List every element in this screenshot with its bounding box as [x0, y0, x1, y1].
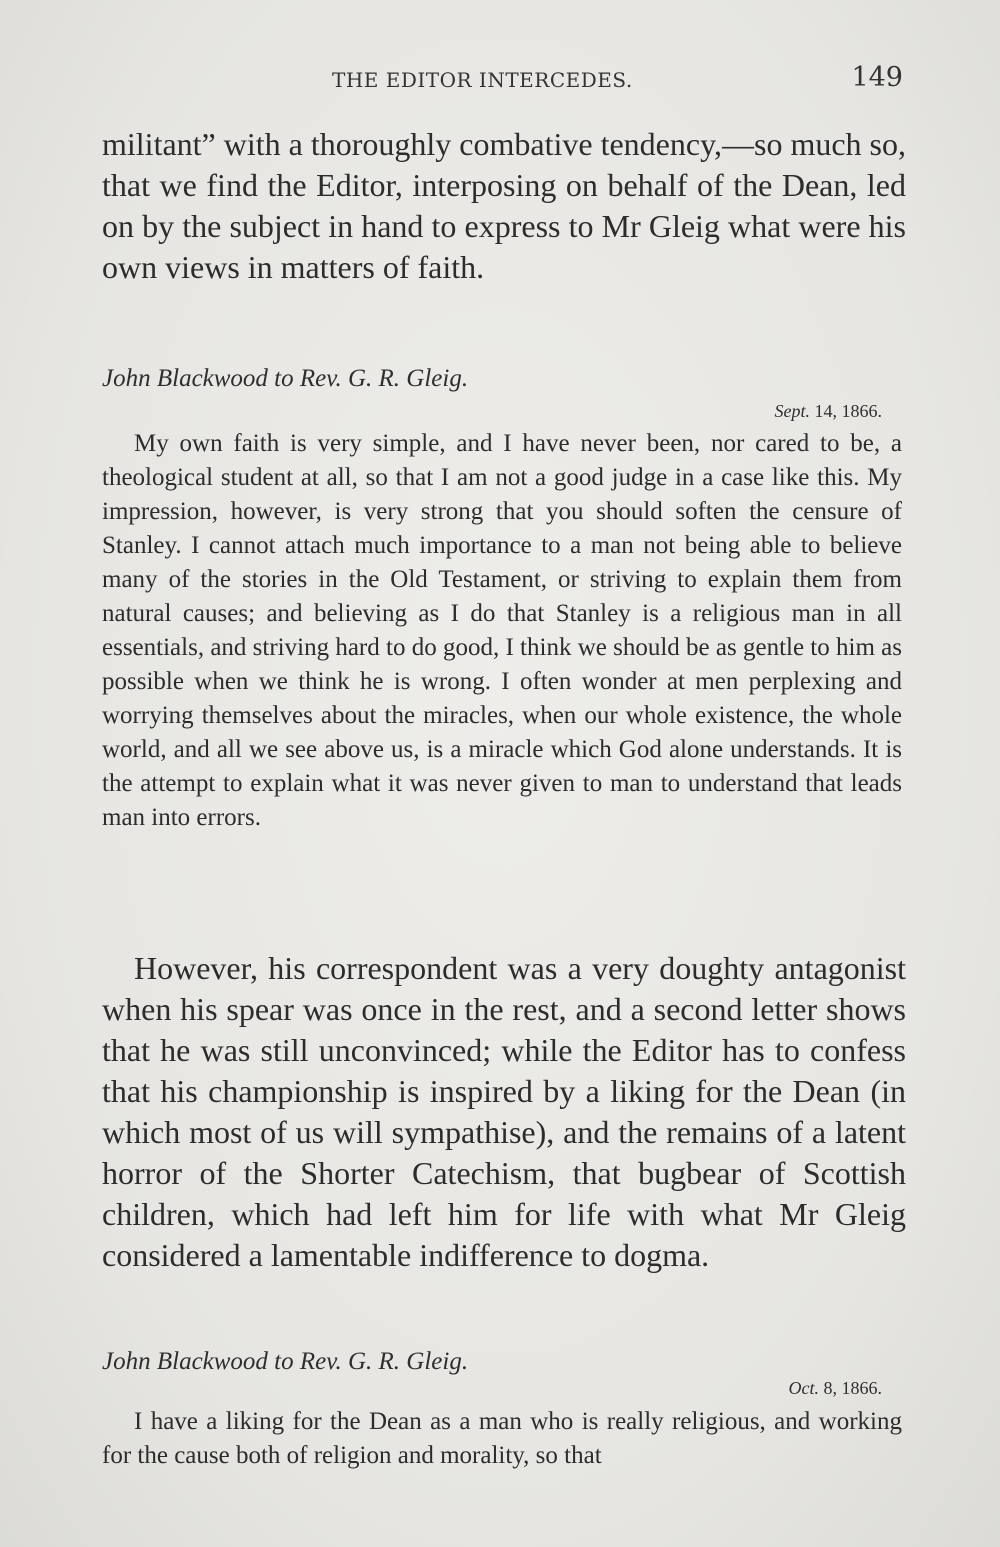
letter-2-date	[789, 1378, 883, 1399]
letter-2-date-month: Oct.	[788, 1378, 819, 1398]
body-paragraph-2: However, his correspondent was a very doughty antagonist when his spear was once in the rest, and a second letter shows that he was still unconvinced; while the Editor has to confess that his championship is inspired by a liking for the Dean (in which most of us will sympathise), and the remains of a latent horror of the Shorter Catechism, that bugbear of Scottish children, which had left him for life with what Mr Gleig considered a lamentable indifference to dogma.	[102, 950, 906, 1273]
letter-1-heading: John Blackwood to Rev. G. R. Gleig.	[102, 365, 469, 392]
letter-1-date-month: Sept.	[774, 401, 810, 421]
letter-2-heading: John Blackwood to Rev. G. R. Gleig.	[102, 1348, 469, 1375]
letter-1-date	[775, 401, 883, 422]
page-number: 149	[851, 62, 903, 93]
letter-2-date-rest: 8, 1866.	[823, 1378, 882, 1398]
letter-1-date-rest: 14, 1866.	[814, 401, 882, 421]
running-head	[100, 62, 905, 102]
running-title: THE EDITOR INTERCEDES.	[332, 68, 633, 92]
letter-2-body: I have a liking for the Dean as a man who is really religious, and working for the cause both of religion and morality, so that	[102, 1408, 902, 1469]
letter-1-body: My own faith is very simple, and I have never been, nor cared to be, a theological student at all, so that I am not a good judge in a case like this. My impression, however, is very strong that you should soften the censure of Stanley. I cannot attach much importance to a man not being able to believe many of the stories in the Old Testament, or striving to explain them from natural causes; and believing as I do that Stanley is a religious man in all essentials, and striving hard to do good, I think we should be as gentle to him as possible when we think he is wrong. I often wonder at men perplexing and worrying themselves about the miracles, when our whole existence, the whole world, and all we see above us, is a miracle which God alone understands. It is the attempt to explain what it was never given to man to understand that leads man into errors.	[102, 430, 902, 831]
body-paragraph-1: militant” with a thoroughly combative tendency,—so much so, that we find the Editor, interposing on behalf of the Dean, led on by the subject in hand to express to Mr Gleig what were his own views in matters of faith.	[102, 126, 906, 285]
